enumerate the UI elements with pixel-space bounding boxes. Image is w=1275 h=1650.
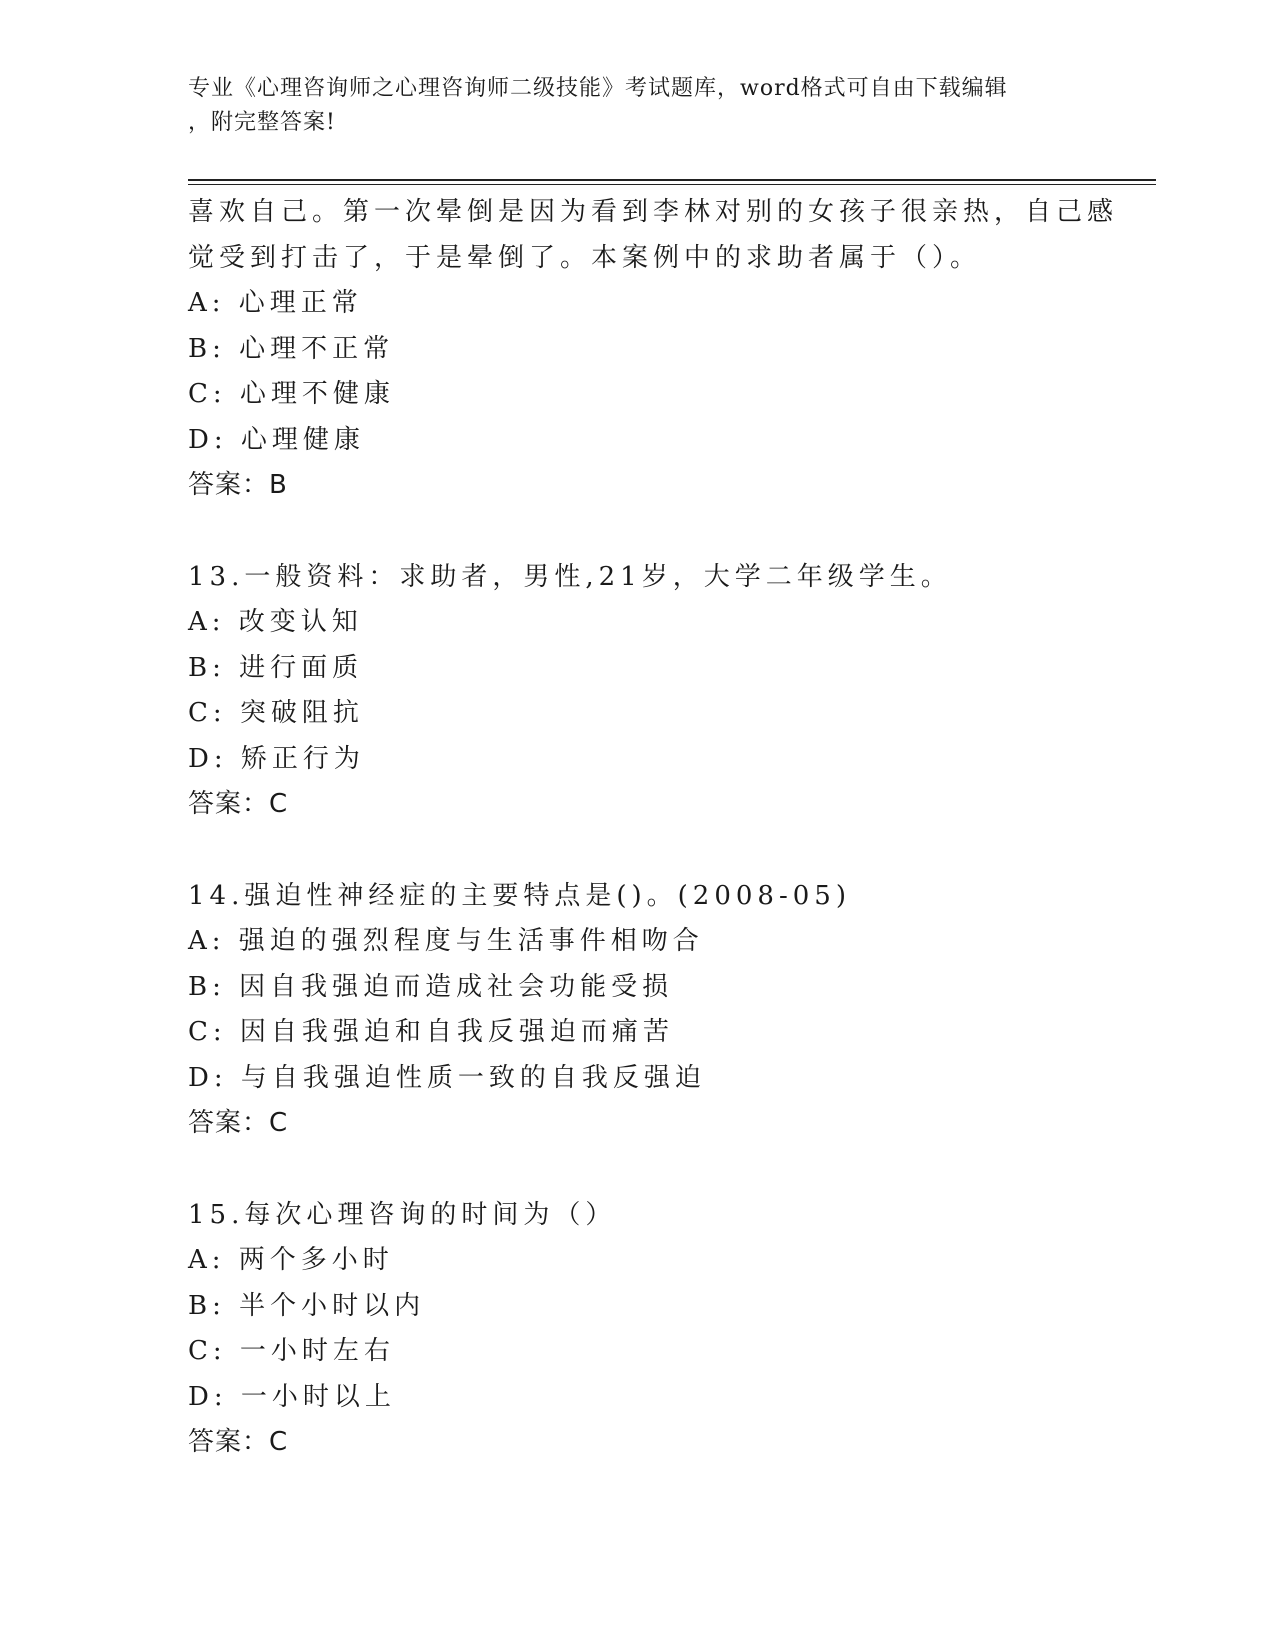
answer-line: 答案：C [188, 1108, 289, 1138]
option-b: B: 因自我强迫而造成社会功能受损 [188, 971, 674, 1002]
option-c: C: 一小时左右 [188, 1336, 395, 1366]
question-stem-line: 喜欢自己。第一次晕倒是因为看到李林对别的女孩子很亲热，自己感 [188, 197, 1119, 227]
option-a: A: 心理正常 [188, 288, 363, 318]
question-15 [188, 1193, 1148, 1466]
option-d: D: 矫正行为 [188, 743, 365, 774]
answer-line: 答案：C [188, 1427, 289, 1457]
option-d: D: 心理健康 [188, 424, 365, 455]
option-b: B: 进行面质 [188, 652, 364, 683]
header-divider-thin [188, 184, 1156, 185]
header-title-line1: 专业《心理咨询师之心理咨询师二级技能》考试题库，word格式可自由下载编辑 [188, 76, 1008, 101]
option-c: C: 心理不健康 [188, 379, 395, 409]
answer-line: 答案：B [188, 470, 288, 500]
question-14 [188, 874, 1148, 1147]
option-a: A: 强迫的强烈程度与生活事件相吻合 [188, 926, 704, 956]
answer-line: 答案：C [188, 789, 289, 819]
question-12 [188, 190, 1148, 509]
question-stem: 13.一般资料：求助者，男性,21岁，大学二年级学生。 [188, 561, 952, 592]
header-divider-thick [188, 179, 1156, 181]
question-stem-line: 觉受到打击了，于是晕倒了。本案例中的求助者属于（）。 [188, 242, 982, 273]
question-spacer [188, 828, 1148, 874]
question-13 [188, 555, 1148, 828]
option-d: D: 一小时以上 [188, 1381, 396, 1412]
question-spacer [188, 509, 1148, 555]
question-list [188, 190, 1148, 1466]
option-c: C: 突破阻抗 [188, 698, 364, 728]
option-c: C: 因自我强迫和自我反强迫而痛苦 [188, 1017, 674, 1047]
document-header [188, 72, 1088, 140]
option-d: D: 与自我强迫性质一致的自我反强迫 [188, 1062, 706, 1093]
option-a: A: 两个多小时 [188, 1245, 394, 1275]
option-b: B: 心理不正常 [188, 333, 395, 364]
option-a: A: 改变认知 [188, 607, 363, 637]
header-title-line2: ，附完整答案! [188, 110, 336, 135]
question-stem: 14.强迫性神经症的主要特点是()。(2008-05) [188, 880, 851, 911]
option-b: B: 半个小时以内 [188, 1290, 426, 1321]
question-stem: 15.每次心理咨询的时间为（） [188, 1199, 617, 1230]
question-spacer [188, 1147, 1148, 1193]
